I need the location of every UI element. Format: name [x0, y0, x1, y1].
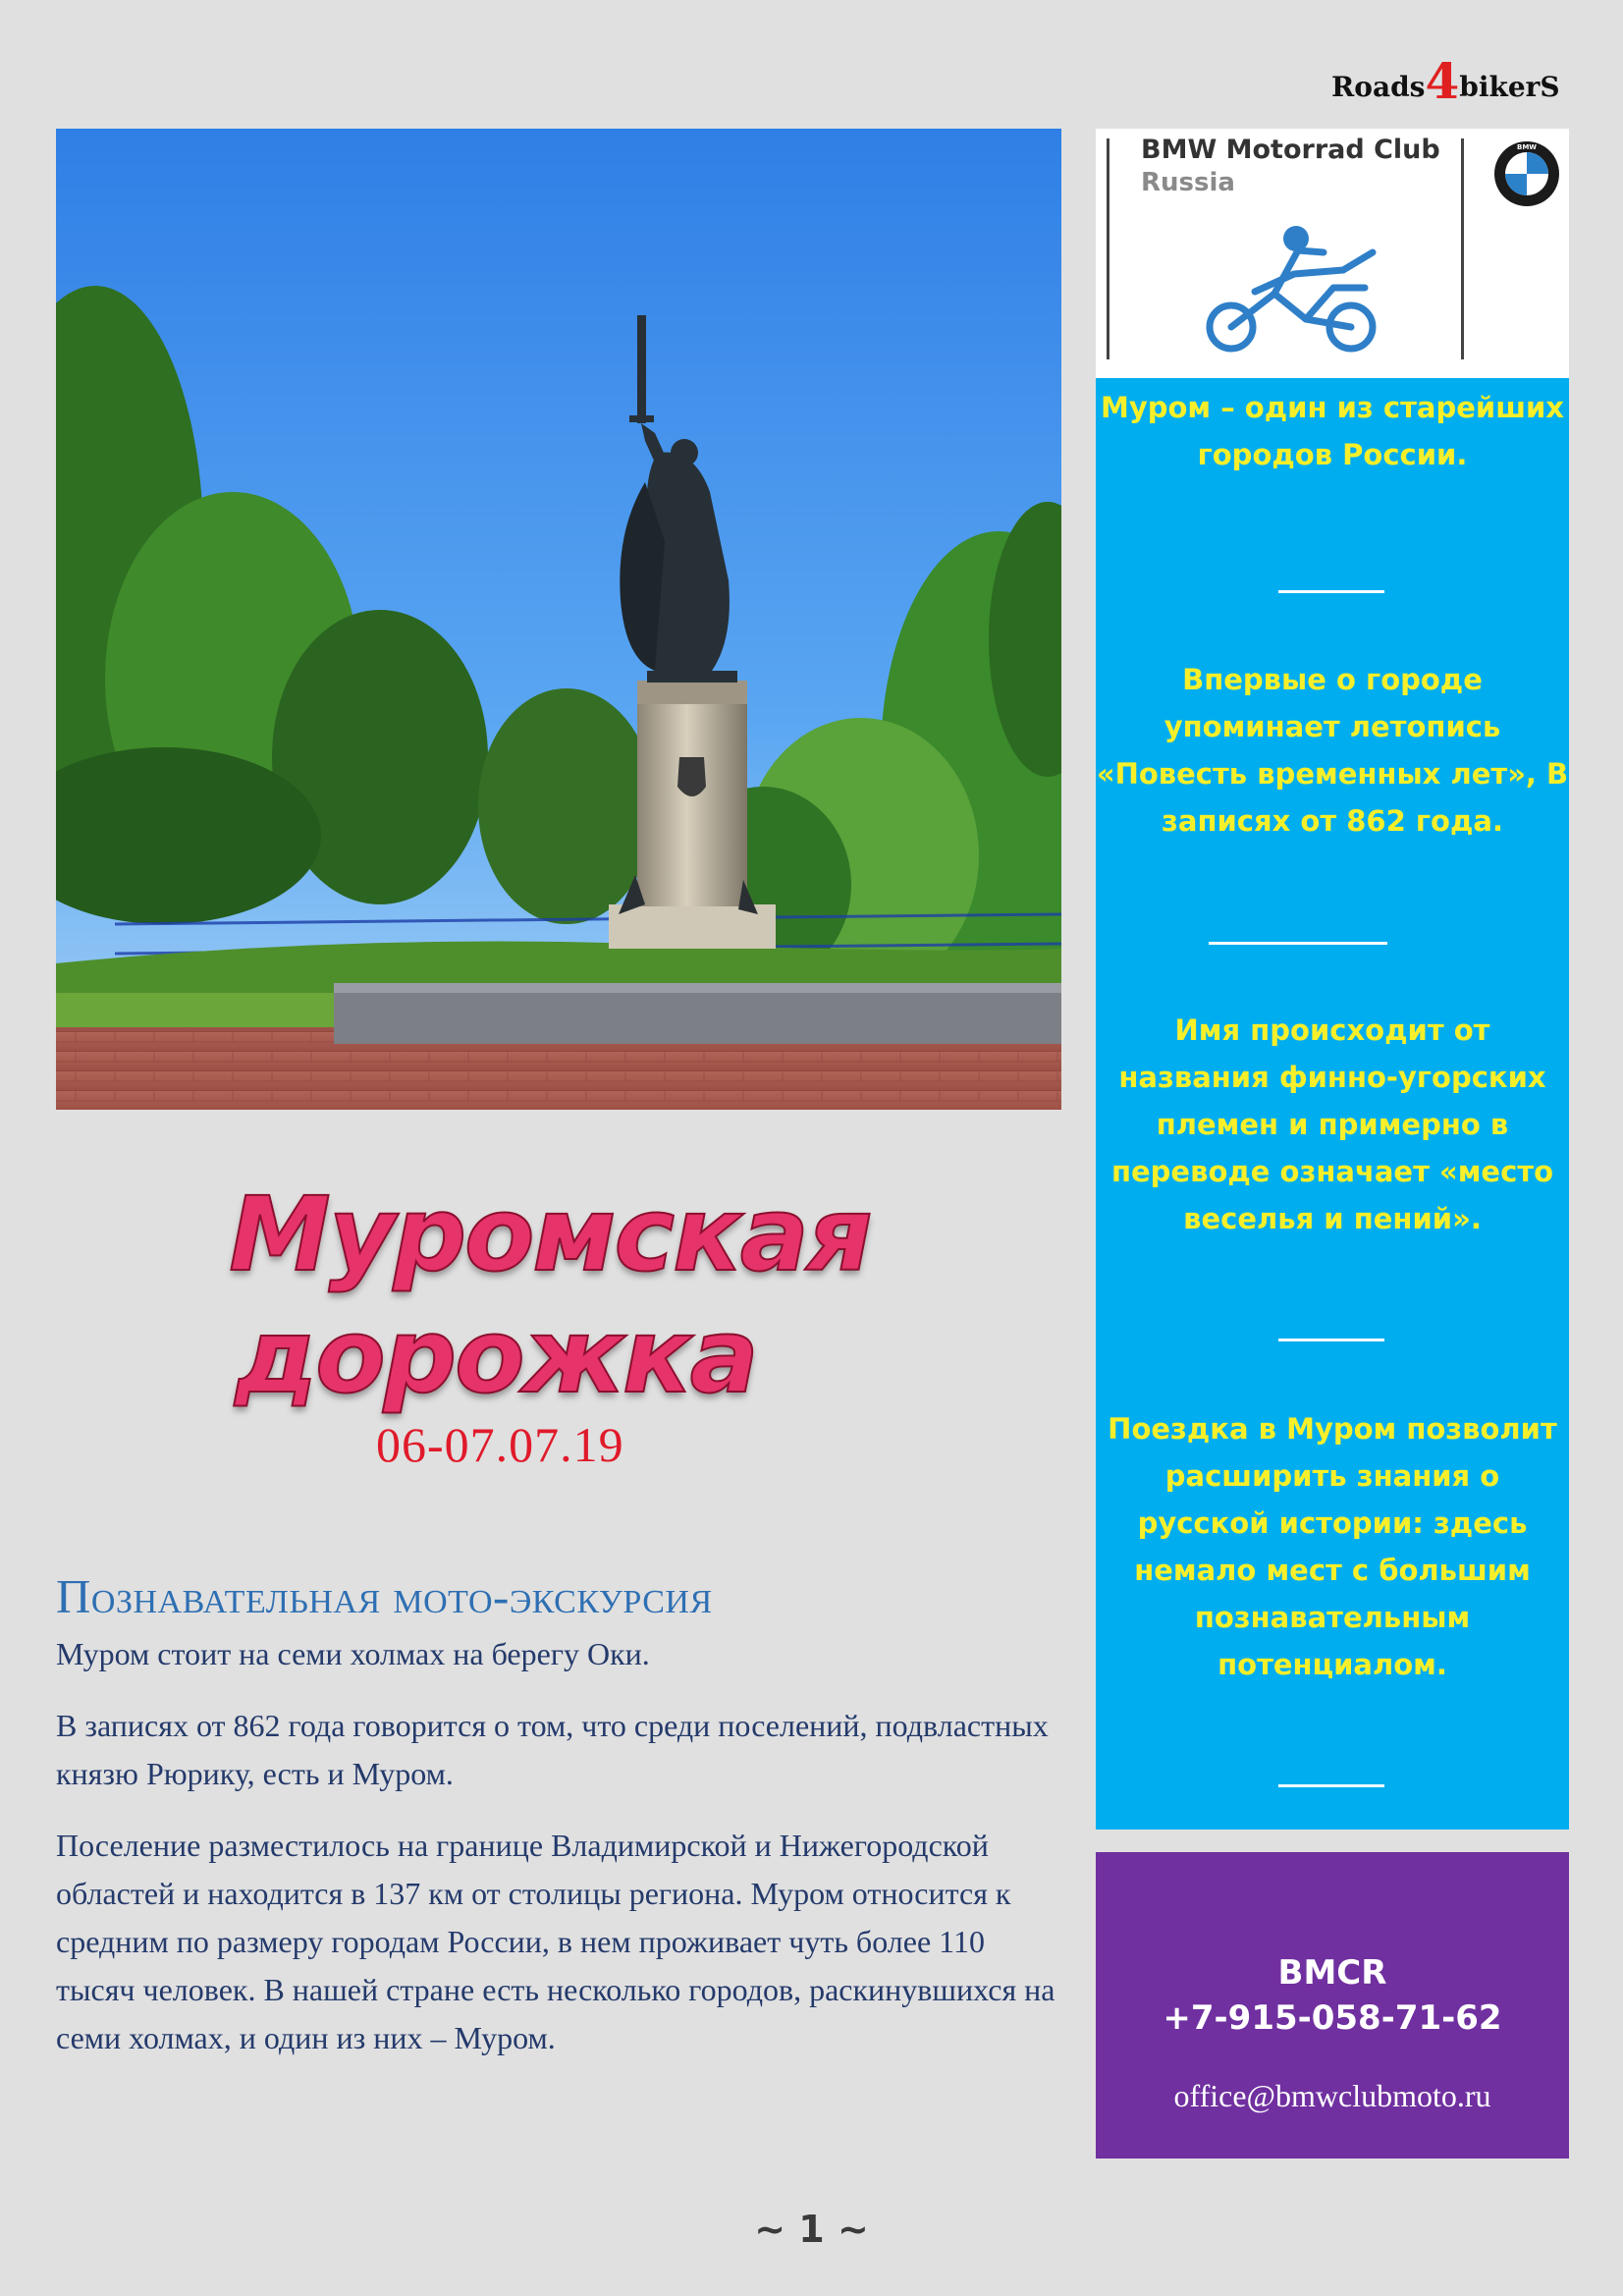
title-line-2: дорожка — [235, 1296, 757, 1416]
club-logo-box — [1096, 129, 1569, 378]
info-fact-2: Впервые о городе упоминает летопись «Повесть временных лет», В записях от 862 года. — [1096, 663, 1569, 838]
article-paragraph-3: Поселение разместилось на границе Владимирской и Нижегородской областей и находится в 137 км от столицы региона. Муром относится к средним по размеру городам России, в нем проживает чуть более 110 тысяч человек. В нашей стране есть несколько городов, раскинувшихся на семи холмах, и один из них – Муром. — [56, 1828, 1055, 2055]
hero-photo — [56, 129, 1061, 1110]
brand-part-bikers: bikerS — [1459, 71, 1560, 103]
info-divider-3 — [1278, 1339, 1384, 1341]
article-subtitle: Познавательная мото-экскурсия — [56, 1569, 713, 1623]
info-panel — [1096, 378, 1569, 1830]
contact-name: BMCR — [1277, 1953, 1387, 1993]
article-body — [56, 1630, 1071, 2086]
title-line-1: Муромская — [229, 1175, 871, 1294]
info-divider-4 — [1278, 1784, 1384, 1787]
main-title — [147, 1174, 952, 1417]
contact-phone[interactable]: +7-915-058-71-62 — [1163, 1998, 1502, 2038]
info-fact-4: Поездка в Муром позволит расширить знания о русской истории: здесь немало мест с большим познавательным потенциалом. — [1108, 1412, 1557, 1681]
contact-email-link[interactable]: office@bmwclubmoto.ru — [1173, 2078, 1491, 2113]
contact-panel — [1096, 1852, 1569, 2159]
event-date: 06-07.07.19 — [376, 1417, 624, 1472]
info-divider-2 — [1209, 942, 1387, 945]
info-fact-1: Муром – один из старейших городов России. — [1100, 391, 1565, 471]
info-fact-3: Имя происходит от названия финно-угорских племен и примерно в переводе означает «место веселья и пений». — [1110, 1013, 1554, 1235]
club-name-line-1: BMW Motorrad Club — [1141, 135, 1440, 165]
logo-left-divider — [1107, 138, 1109, 359]
page-number: ~ 1 ~ — [754, 2208, 869, 2251]
logo-right-divider — [1461, 138, 1464, 359]
brand-part-roads: Roads — [1331, 71, 1426, 103]
bmw-roundel-letters: BMW — [1516, 143, 1538, 151]
bmw-roundel-icon — [1493, 140, 1560, 207]
brand-part-four: 4 — [1425, 52, 1460, 110]
motorcycle-rider-icon — [1196, 223, 1392, 360]
article-paragraph-2: В записях от 862 года говорится о том, что среди поселений, подвластных князю Рюрику, есть и Муром. — [56, 1708, 1049, 1791]
hero-image — [56, 129, 1061, 1110]
brand-logo — [1331, 52, 1560, 110]
club-name-line-2: Russia — [1141, 168, 1235, 197]
article-paragraph-1: Муром стоит на семи холмах на берегу Оки. — [56, 1636, 650, 1671]
info-divider-1 — [1278, 590, 1384, 593]
